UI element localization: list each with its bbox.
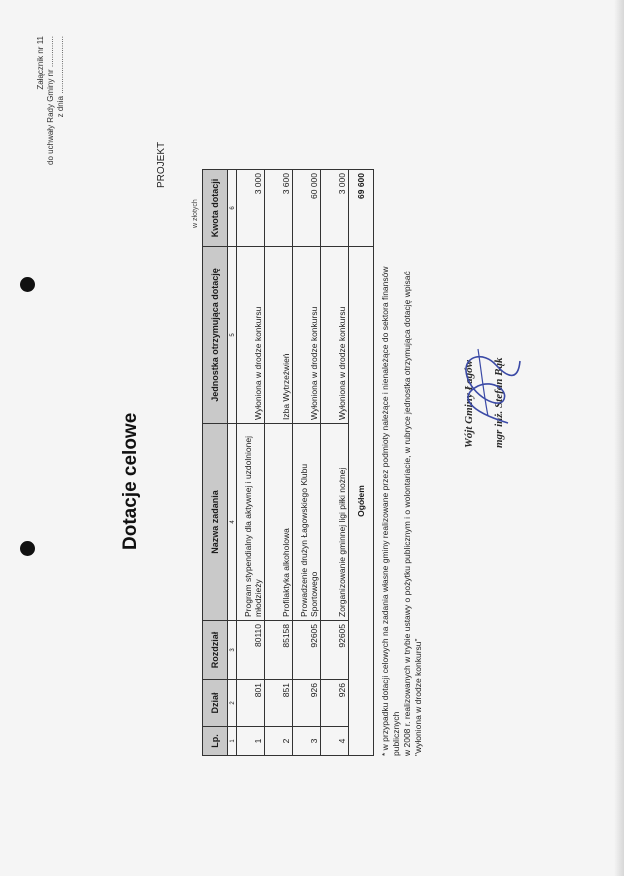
header-rozdzial: Rozdział (203, 621, 228, 680)
footnote-line-1: * w przypadku dotacji celowych na zadania własne gminy realizowane przez podmioty należące i nienależące do sektora finansów publicznych (380, 266, 401, 756)
total-value: 69 600 (349, 170, 374, 247)
annex-number: Załącznik nr 11 (36, 36, 45, 90)
header-jednostka: Jednostka otrzymująca dotację (203, 247, 228, 424)
cell-jednostka: Izba Wytrzeźwień (265, 247, 293, 424)
unit-label: w złotych (192, 199, 199, 228)
signature-name: mgr inż. Stefan Bąk (493, 357, 505, 448)
grants-table (202, 169, 374, 756)
table-row (265, 170, 293, 756)
table-row (293, 170, 321, 756)
cell-kwota: 3 600 (265, 170, 293, 247)
cell-nazwa: Program stypendialny dla aktywnej i uzdolnionej młodzieży (237, 424, 265, 621)
handwritten-signature-icon (448, 341, 528, 431)
col-number: 6 (228, 170, 237, 247)
page-title: Dotacje celowe (120, 412, 141, 550)
cell-nazwa: Profilaktyka alkoholowa (265, 424, 293, 621)
header-nazwa: Nazwa zadania (203, 424, 228, 621)
cell-lp: 3 (293, 727, 321, 756)
table-row (321, 170, 349, 756)
col-number: 2 (228, 680, 237, 727)
header-kwota: Kwota dotacji (203, 170, 228, 247)
col-number: 5 (228, 247, 237, 424)
column-number-row (228, 170, 237, 756)
annex-resolution: do uchwały Rady Gminy nr .............. (46, 36, 55, 165)
col-number: 3 (228, 621, 237, 680)
cell-lp: 1 (237, 727, 265, 756)
cell-jednostka: Wyłoniona w drodze konkursu (237, 247, 265, 424)
cell-nazwa: Prowadzenie drużyn Łagowskiego Klubu Sportowego (293, 424, 321, 621)
col-number: 4 (228, 424, 237, 621)
cell-lp: 2 (265, 727, 293, 756)
annex-note (36, 36, 66, 165)
footnote-line-2: w 2008 r. realizowanych w trybie ustawy o pożytku publicznym i o wolontariacie, w rubryce jednostka otrzymująca dotację wpisać (402, 271, 412, 756)
cell-dzial: 851 (265, 680, 293, 727)
cell-dzial: 926 (293, 680, 321, 727)
footnote-line-3: "wyłoniona w drodze konkursu" (413, 638, 423, 756)
cell-dzial: 801 (237, 680, 265, 727)
cell-rozdzial: 85158 (265, 621, 293, 680)
annex-date: z dnia .......................... (56, 36, 65, 118)
total-row (349, 170, 374, 756)
cell-rozdzial: 92605 (293, 621, 321, 680)
total-label: Ogółem (349, 247, 374, 756)
cell-nazwa: Zorganizowanie gminnej ligi piłki nożnej (321, 424, 349, 621)
cell-dzial: 926 (321, 680, 349, 727)
project-label: PROJEKT (156, 141, 167, 188)
col-number: 1 (228, 727, 237, 756)
header-dzial: Dział (203, 680, 228, 727)
footnote (380, 236, 424, 756)
header-lp: Lp. (203, 727, 228, 756)
cell-rozdzial: 92605 (321, 621, 349, 680)
table-row (237, 170, 265, 756)
cell-kwota: 3 000 (237, 170, 265, 247)
table-header-row (203, 170, 228, 756)
signature-title: Wójt Gminy Łagów (463, 359, 475, 448)
cell-kwota: 3 000 (321, 170, 349, 247)
cell-kwota: 60 000 (293, 170, 321, 247)
cell-jednostka: Wyłoniona w drodze konkursu (293, 247, 321, 424)
cell-jednostka: Wyłoniona w drodze konkursu (321, 247, 349, 424)
cell-rozdzial: 80110 (237, 621, 265, 680)
cell-lp: 4 (321, 727, 349, 756)
